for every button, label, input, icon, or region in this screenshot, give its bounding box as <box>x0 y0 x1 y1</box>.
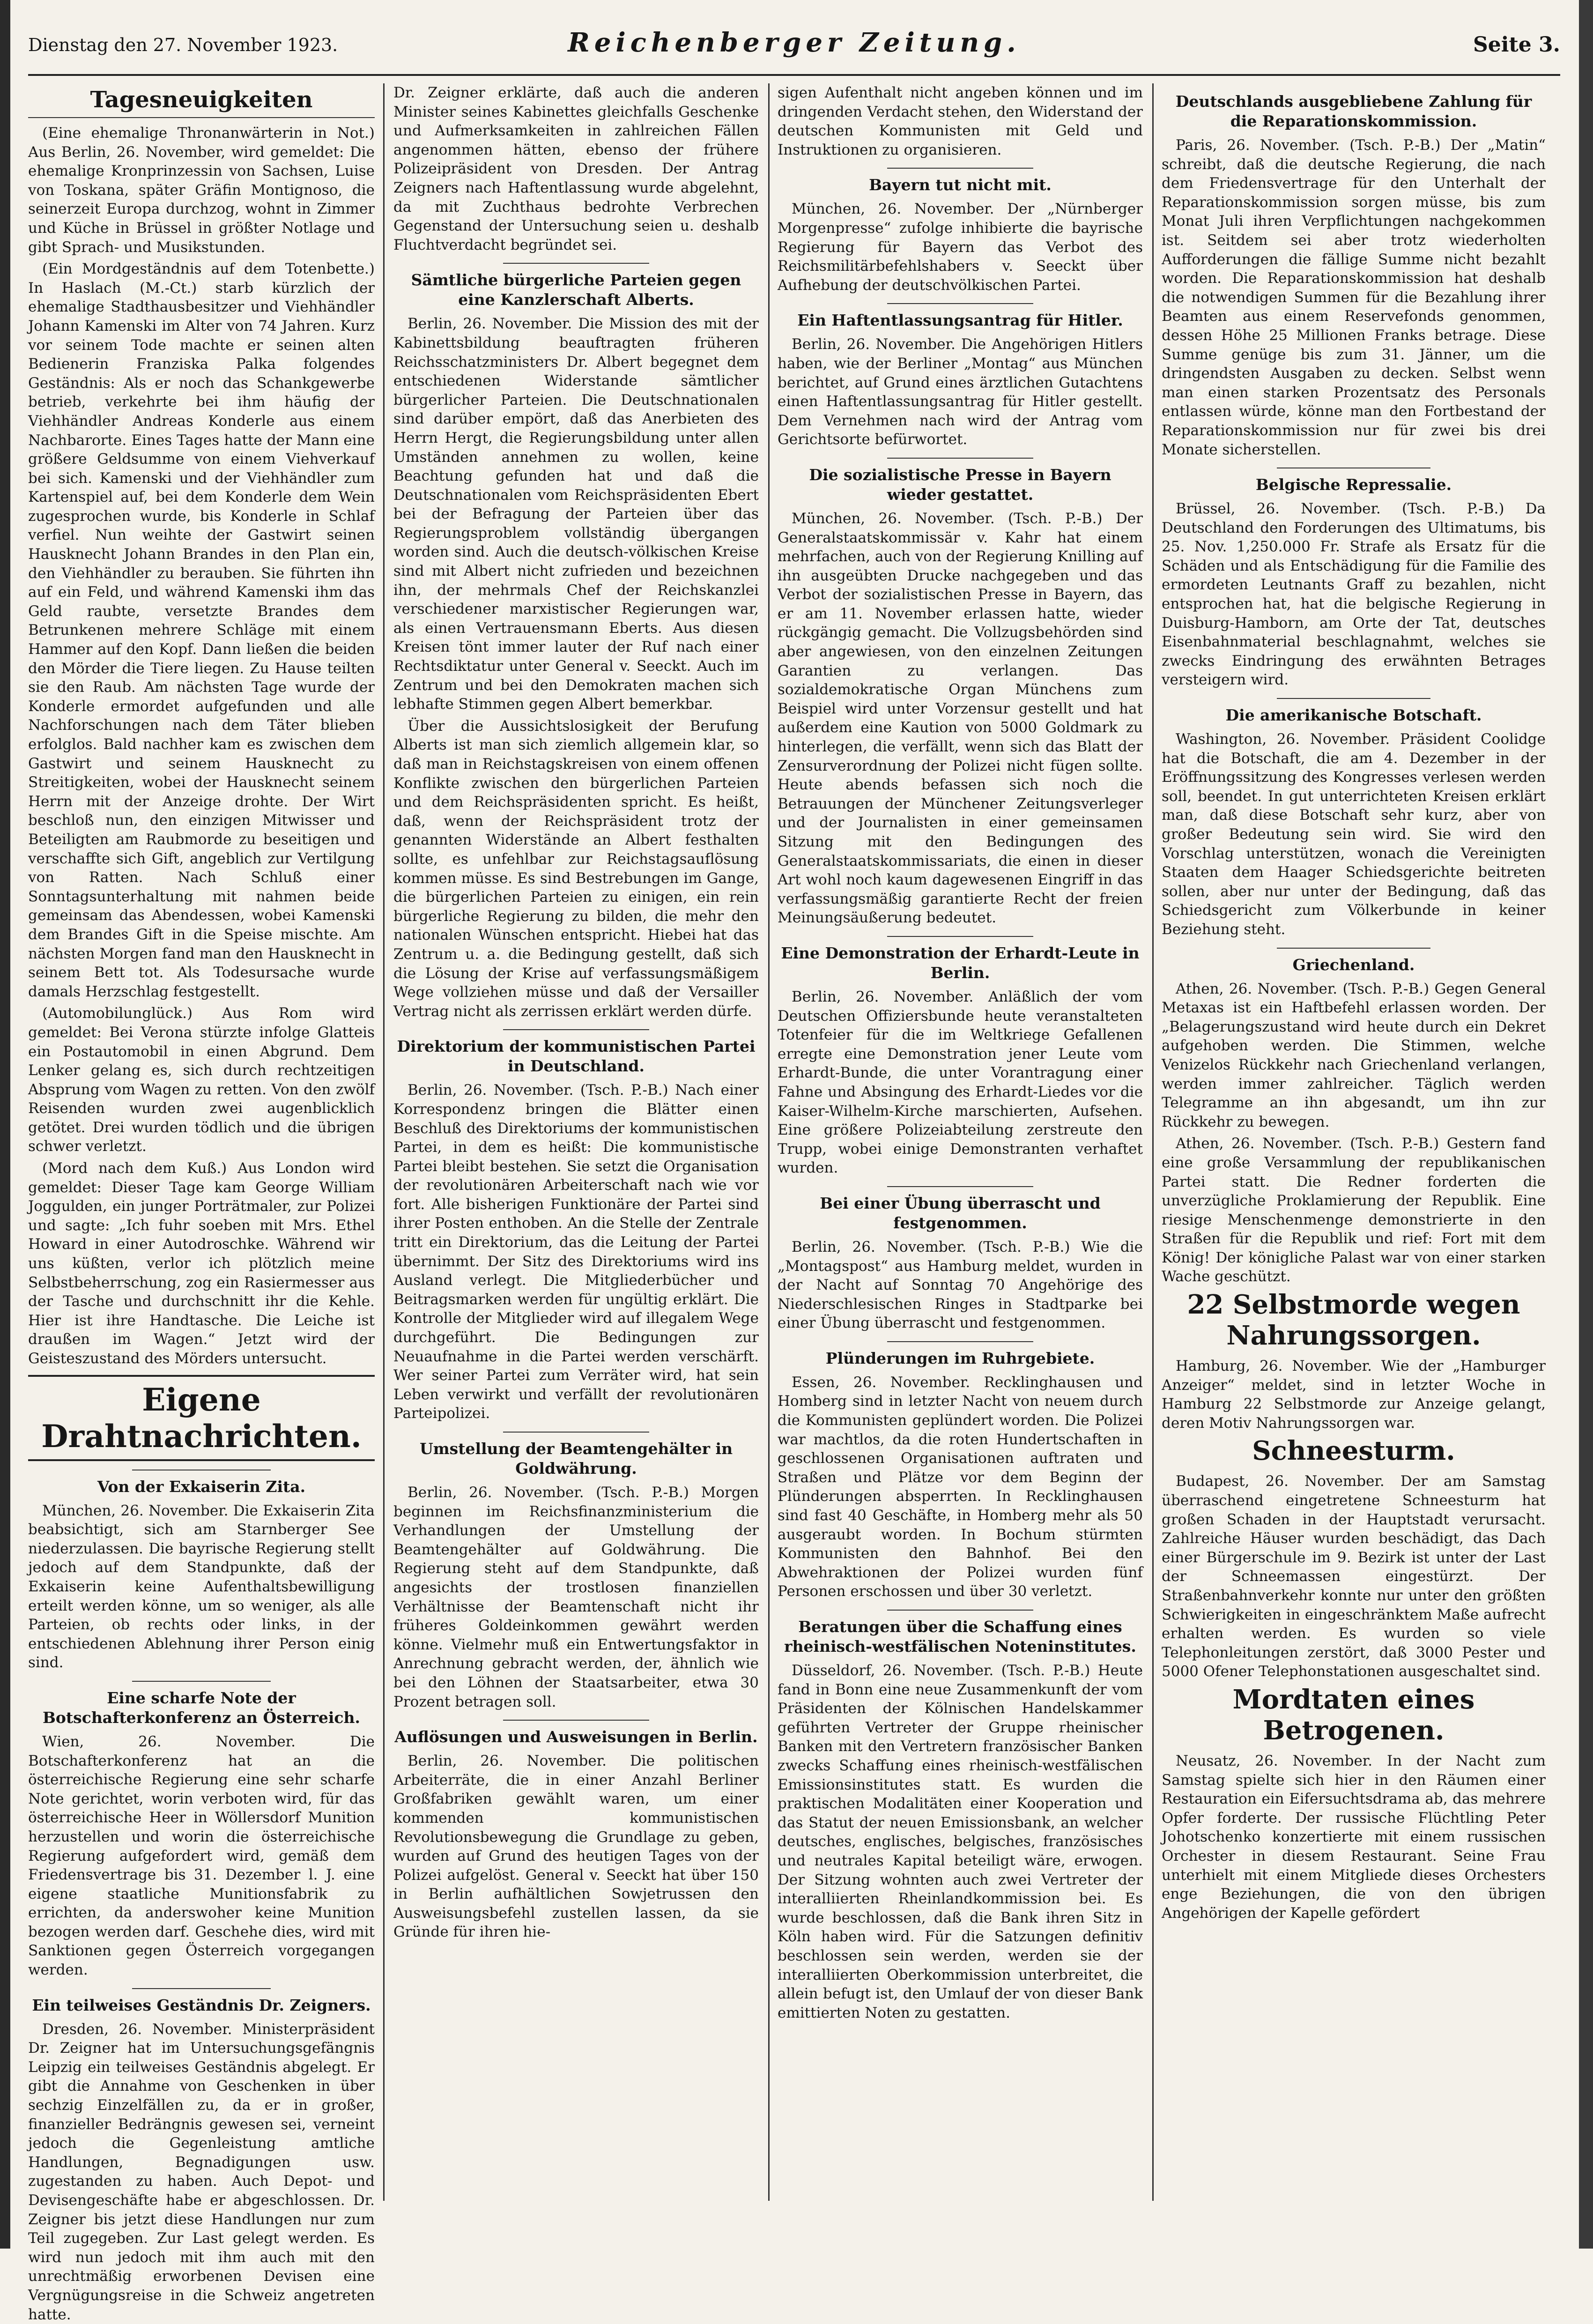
article-paragraph: Paris, 26. November. (Tsch. P.-B.) Der „Matin“ schreibt, daß die deutsche Regierung, die nach dem Friedensvertrage für den Unterhalt der Reparationskommission sorgen müsse, bis zum Monat Juli ihren Verpflichtungen nachgekommen ist. Seitdem sei aber trotz wiederholten Aufforderungen die fällige Summe nicht bezahlt worden. Die Reparationskommission hat deshalb die notwendigen Summen für die Bezahlung ihrer Beamten aus einem Reservefonds genommen, dessen Höhe 25 Millionen Franks betrage. Diese Summe genüge bis zum 31. Jänner, um die dringendsten Ausgaben zu decken. Selbst wenn man einen starken Prozentsatz des Personals entlassen würde, könne man den Fortbestand der Reparationskommission nur für zwei bis drei Monate sicherstellen. <box>1162 137 1546 458</box>
column-rule <box>383 83 385 2201</box>
page-header <box>28 22 1560 76</box>
article-paragraph: Dr. Zeigner erklärte, daß auch die anderen Minister seines Kabinettes gleichfalls Geschenke und Aufmerksamkeiten in zahlreichen Fällen angenommen hätten, ebenso der frühere Polizeipräsident von Dresden. Der Antrag Zeigners nach Haftentlassung wurde abgelehnt, da mit Zuchthaus bedrohte Verbrechen Gegenstand der Untersuchung seien u. deshalb Fluchtverdacht begründet sei. <box>393 84 759 253</box>
article-headline: Von der Exkaiserin Zita. <box>28 1470 375 1497</box>
header-date: Dienstag den 27. November 1923. <box>28 35 338 55</box>
article-paragraph: (Mord nach dem Kuß.) Aus London wird gemeldet: Dieser Tage kam George William Joggulden, ein junger Porträtmaler, zur Polizei und sagte: „Ich fuhr soeben mit Mrs. Ethel Howard in einer Autodroschke. Während wir uns küßten, verlor ich plötzlich meine Selbstbeherrschung, zog ein Rasiermesser aus der Tasche und durchschnitt ihr die Kehle. Hier ist ihre Handtasche. Die Leiche ist draußen im Wagen.“ Jetzt wird der Geisteszustand des Mörders untersucht. <box>28 1160 375 1367</box>
page-number: Seite 3. <box>1473 33 1560 57</box>
article-paragraph: Brüssel, 26. November. (Tsch. P.-B.) Da Deutschland den Forderungen des Ultimatums, bis 25. Nov. 1,250.000 Fr. Strafe als Ersatz für die Schäden und als Entschädigung für die Familie des ermordeten Leutnants Graff zu bezahlen, nicht entsprochen hat, hat die belgische Regierung in Duisburg-Hamborn, am Orte der Tat, deutsches Eisenbahnmaterial beschlagnahmt, welches sie zwecks Eindringung des erwähnten Betrages versteigern wird. <box>1162 500 1546 689</box>
article-paragraph: Neusatz, 26. November. In der Nacht zum Samstag spielte sich hier in den Räumen einer Restauration ein Eifersuchtsdrama ab, das mehrere Opfer forderte. Der russische Flüchtling Peter Johotschenko konzertierte mit einem russischen Orchester in diesem Restaurant. Seine Frau unterhielt mit einem Mitgliede dieses Orchesters enge Beziehungen, die von den übrigen Angehörigen der Kapelle gefördert <box>1162 1752 1546 1922</box>
article-paragraph: Athen, 26. November. (Tsch. P.-B.) Gestern fand eine große Versammlung der republikanischen Partei statt. Die Redner forderten die unverzügliche Proklamierung der Republik. Eine riesige Menschenmenge demonstrierte in den Straßen für die Republik und rief: Fort mit dem König! Der königliche Palast war von einer starken Wache geschützt. <box>1162 1135 1546 1285</box>
column-3 <box>778 83 1143 2201</box>
scan-edge-right <box>1579 0 1593 2249</box>
article-paragraph: Budapest, 26. November. Der am Samstag überraschend eingetretene Schneesturm hat großen Schaden in der Hauptstadt verursacht. Zahlreiche Häuser wurden beschädigt, das Dach einer Bürgerschule im 9. Bezirk ist unter der Last der Schneemassen eingestürzt. Der Straßenbahnverkehr konnte nur unter den größten Schwierigkeiten in eingeschränktem Maße aufrecht erhalten werden. Es wurden so viele Telephonleitungen zerstört, daß 3000 Pester und 5000 Ofener Telephonstationen ausgeschaltet sind. <box>1162 1473 1546 1680</box>
article-paragraph: (Automobilunglück.) Aus Rom wird gemeldet: Bei Verona stürzte infolge Glatteis ein Postautomobil in einen Abgrund. Dem Lenker gelang es, sich durch rechtzeitigen Absprung vom Wagen zu retten. Von den zwölf Reisenden wurden zwei augenblicklich getötet. Drei wurden tödlich und die übrigen schwer verletzt. <box>28 1005 375 1155</box>
article-headline: Die amerikanische Botschaft. <box>1162 698 1546 725</box>
article-paragraph: Dresden, 26. November. Ministerpräsident Dr. Zeigner hat im Untersuchungsgefängnis Leipzig ein teilweises Geständnis abgelegt. Er gibt die Annahme von Geschenken in über sechzig Einzelfällen zu, da er in großer, finanzieller Bedrängnis gewesen sei, verneint jedoch die Gegenleistung amtliche Handlungen, Begnadigungen usw. zugestanden zu haben. Auch Depot- und Devisengeschäfte habe er abgeschlossen. Dr. Zeigner bis jetzt diese Handlungen nur zum Teil zugegeben. Zur Last gelegt werden. Es wird nun jedoch mit ihm auch mit den unrechtmäßig erworbenen Devisen eine Vergnügungsreise in die Schweiz angetreten hatte. <box>28 2020 375 2323</box>
article-headline: Ein teilweises Geständnis Dr. Zeigners. <box>28 1988 375 2015</box>
article-headline: Bei einer Übung überrascht und festgenommen. <box>778 1186 1143 1233</box>
article-paragraph: (Ein Mordgeständnis auf dem Totenbette.) In Haslach (M.-Ct.) starb kürzlich der ehemalige Stadthausbesitzer und Viehhändler Johann Kamenski im Alter von 74 Jahren. Kurz vor seinem Tode machte er seinen alten Bedienerin Franziska Palka folgendes Geständnis: Als er noch das Schankgewerbe betrieb, verkehrte bei ihm häufig der Viehhändler Andreas Konderle aus einem Nachbarorte. Eines Tages hatte der Mann eine größere Geldsumme von einem Viehverkauf bei sich. Kamenski und der Viehhändler zum Kartenspiel auf, bei dem Konderle dem Wein zugesprochen wurde, bis Konderle in Schlaf verfiel. Nun weihte der Gastwirt seinen Hausknecht Johann Brandes in den Plan ein, den Viehhändler zu berauben. Sie führten ihn auf ein Feld, und während Kamenski ihm das Geld raubte, versetzte Brandes dem Betrunkenen mehrere Schläge mit einem Hammer auf den Kopf. Dann ließen die beiden den Mörder die Tiere liegen. Zu Hause teilten sie den Raub. Am nächsten Tage wurde der Konderle ermordet aufgefunden und alle Nachforschungen nach dem Täter blieben erfolglos. Bald nachher kam es zwischen dem Gastwirt und seinem Hausknecht zu Streitigkeiten, wobei der Hausknecht seinem Herrn mit der Anzeige drohte. Der Wirt beschloß nun, den einzigen Mitwisser und Beteiligten am Raubmorde zu beseitigen und verschaffte sich Gift, angeblich zur Vertilgung von Ratten. Nach Schluß einer Sonntagsunterhaltung mit nahmen beide gemeinsam das Abendessen, wobei Kamenski dem Brandes Gift in die Speise mischte. Am nächsten Morgen fand man den Hausknecht in seinem Bett tot. Als Todesursache wurde damals Herzschlag festgestellt. <box>28 260 375 1000</box>
article-paragraph: Wien, 26. November. Die Botschafterkonferenz hat an die österreichische Regierung eine sehr scharfe Note gerichtet, worin verboten wird, für das österreichische Heer in Wöllersdorf Munition herzustellen und worin die österreichische Regierung aufgefordert wird, gemäß dem Friedensvertrage bis 31. Dezember l. J. eine eigene staatliche Munitionsfabrik zu errichten, da anderswoher keine Munition bezogen werden darf. Geschehe dies, wird mit Sanktionen gegen Österreich vorgegangen werden. <box>28 1733 375 1979</box>
article-headline: Umstellung der Beamtengehälter in Goldwährung. <box>393 1432 759 1478</box>
article-paragraph: Berlin, 26. November. (Tsch. P.-B.) Morgen beginnen im Reichsfinanzministerium die Verhandlungen der Umstellung der Beamtengehälter auf Goldwährung. Die Regierung steht auf dem Standpunkte, daß angesichts der trostlosen finanziellen Verhältnisse der Beamtenschaft nicht ihr früheres Goldeinkommen gewährt werden könne. Vielmehr muß ein Entwertungsfaktor in Anrechnung gebracht werden, der, ähnlich wie bei den Löhnen der Staatsarbeiter, etwa 30 Prozent betragen soll. <box>393 1484 759 1710</box>
article-headline: Die sozialistische Presse in Bayern wieder gestattet. <box>778 458 1143 505</box>
section-heading: Tagesneuigkeiten <box>28 86 375 118</box>
article-headline: Eine scharfe Note der Botschafterkonferenz an Österreich. <box>28 1681 375 1728</box>
column-2 <box>393 83 759 2201</box>
scan-edge-left <box>0 0 10 2249</box>
article-headline: Auflösungen und Ausweisungen in Berlin. <box>393 1720 759 1747</box>
column-rule <box>1152 83 1154 2201</box>
article-headline: Sämtliche bürgerliche Parteien gegen eine Kanzlerschaft Alberts. <box>393 263 759 310</box>
article-paragraph: sigen Aufenthalt nicht angeben können und im dringenden Verdacht stehen, den Widerstand der deutschen Kommunisten mit Geld und Instruktionen zu organisieren. <box>778 84 1143 158</box>
article-paragraph: Berlin, 26. November. Anläßlich der vom Deutschen Offiziersbunde heute veranstalteten Totenfeier für die im Weltkriege Gefallenen erregte eine Demonstration jener Leute vom Erhardt-Bunde, die unter Vorantragung einer Fahne und Absingung des Erhardt-Liedes vor die Kaiser-Wilhelm-Kirche marschierten, Aufsehen. Eine größere Polizeiabteilung zerstreute den Trupp, wobei einige Demonstranten verhaftet wurden. <box>778 988 1143 1177</box>
article-paragraph: Berlin, 26. November. Die Mission des mit der Kabinettsbildung beauftragten früheren Reichsschatzministers Dr. Albert begegnet dem entschiedenen Widerstande sämtlicher bürgerlicher Parteien. Die Deutschnationalen sind darüber empört, daß das Anerbieten des Herrn Hergt, die Regierungsbildung unter allen Umständen annehmen zu wollen, keine Beachtung gefunden hat und daß die Deutschnationalen vom Reichspräsidenten Ebert bei der Befragung der Parteien über das Regierungsproblem vollständig übergangen worden sind. Auch die deutsch-völkischen Kreise sind mit Albert nicht zufrieden und bezeichnen ihn, der mehrmals Chef der Reichskanzlei verschiedener marxistischer Regierungen war, als einen Vertrauensmann Eberts. Aus diesen Kreisen tönt immer lauter der Ruf nach einer Rechtsdiktatur unter General v. Seeckt. Auch im Zentrum und bei den Demokraten machen sich lebhafte Stimmen gegen Albert bemerkbar. <box>393 315 759 713</box>
article-paragraph: (Eine ehemalige Thronanwärterin in Not.) Aus Berlin, 26. November, wird gemeldet: Die ehemalige Kronprinzessin von Sachsen, Luise von Toskana, später Gräfin Montignoso, die seinerzeit Europa durchzog, wohnt in Zimmer und Küche in Brüssel in größter Notlage und gibt Sprach- und Musikstunden. <box>28 125 375 256</box>
column-1 <box>28 83 375 2323</box>
article-headline-large: Mordtaten eines Betrogenen. <box>1232 1684 1475 1746</box>
article-headline: Deutschlands ausgebliebene Zahlung für die Reparationskommission. <box>1175 92 1532 130</box>
article-paragraph: München, 26. November. (Tsch. P.-B.) Der Generalstaatskommissär v. Kahr hat einem mehrfachen, auch von der Regierung Knilling auf ihn ausgeübten Drucke nachgegeben und das Verbot der sozialistischen Presse in Bayern, das er am 11. November erlassen hatte, wieder rückgängig gemacht. Die Vollzugsbehörden sind aber angewiesen, von den einzelnen Zeitungen Garantien zu verlangen. Das sozialdemokratische Organ Münchens zum Beispiel wird unter Vorzensur gestellt und hat außerdem eine Kaution von 5000 Goldmark zu hinterlegen, die verfällt, wenn sich das Blatt der Zensurverordnung der Polizei nicht fügen sollte. Heute abends befassen sich noch die Betrauungen der Münchener Zeitungsverleger und der Journalisten in einer gemeinsamen Sitzung mit den Bedingungen des Generalstaatskommissariats, die einen in dieser Art wohl noch kaum dagewesenen Eingriff in das verfassungsmäßig garantierte Recht der freien Meinungsäußerung bedeutet. <box>778 510 1143 927</box>
article-paragraph: Berlin, 26. November. (Tsch. P.-B.) Wie die „Montagspost“ aus Hamburg meldet, wurden in der Nacht auf Sonntag 70 Angehörige des Niederschlesischen Ringes in Stadtparke bei einer Übung überrascht und festgenommen. <box>778 1238 1143 1332</box>
column-4 <box>1162 83 1546 2201</box>
article-headline: Bayern tut nicht mit. <box>778 168 1143 195</box>
article-paragraph: Essen, 26. November. Recklinghausen und Homberg sind in letzter Nacht von neuem durch die Kommunisten geplündert worden. Die Polizei war machtlos, da die roten Hundertschaften in geschlossenen Organisationen auftraten und Straßen und Plätze vor dem Beginn der Plünderungen absperrten. In Recklinghausen sind fast 40 Geschäfte, in Homberg mehr als 50 ausgeraubt worden. In Bochum stürmten Kommunisten den Bahnhof. Bei den Abwehraktionen der Polizei wurden fünf Personen erschossen und über 30 verletzt. <box>778 1374 1143 1600</box>
article-paragraph: Hamburg, 26. November. Wie der „Hamburger Anzeiger“ meldet, sind in letzter Woche in Hamburg 22 Selbstmorde zur Anzeige gelangt, deren Motiv Nahrungssorgen war. <box>1162 1358 1546 1432</box>
article-headline: Beratungen über die Schaffung eines rheinisch-westfälischen Noteninstitutes. <box>778 1610 1143 1656</box>
newspaper-title: Reichenberger Zeitung. <box>568 27 1021 58</box>
article-headline: Direktorium der kommunistischen Partei in Deutschland. <box>393 1029 759 1076</box>
article-paragraph: Berlin, 26. November. Die Angehörigen Hitlers haben, wie der Berliner „Montag“ aus München berichtet, auf Grund eines ärztlichen Gutachtens einen Haftentlassungsantrag für Hitler gestellt. Dem Vernehmen nach wird der Antrag vom Gerichtsorte befürwortet. <box>778 336 1143 448</box>
article-paragraph: Berlin, 26. November. (Tsch. P.-B.) Nach einer Korrespondenz bringen die Blätter einen Beschluß des Direktoriums der kommunistischen Partei, in dem es heißt: Die kommunistische Partei bleibt bestehen. Sie setzt die Organisation der revolutionären Arbeiterschaft nach wie vor fort. Alle bisherigen Funktionäre der Partei sind ihrer Posten enthoben. An die Stelle der Zentrale tritt ein Direktorium, das die Leitung der Partei übernimmt. Der Sitz des Direktoriums wird ins Ausland verlegt. Die Mitgliederbücher und Beitragsmarken werden für ungültig erklärt. Die Kontrolle der Mitglieder wird auf illegalem Wege durchgeführt. Die Bedingungen zur Neuaufnahme in die Partei werden verschärft. Wer seiner Partei zum Verräter wird, hat sein Leben verwirkt und verfällt der revolutionären Parteipolizei. <box>393 1082 759 1422</box>
article-headline: Plünderungen im Ruhrgebiete. <box>778 1341 1143 1368</box>
article-paragraph: Düsseldorf, 26. November. (Tsch. P.-B.) Heute fand in Bonn eine neue Zusammenkunft der vom Präsidenten der Kölnischen Handelskammer geführten Vertreter der Gruppe rheinischer Banken mit den Vertretern französischer Banken zwecks Schaffung eines rheinisch-westfälischen Emissionsinstitutes statt. Es wurden die praktischen Modalitäten einer Kooperation und das Statut der neuen Emissionsbank, an welcher deutsches, englisches, belgisches, französisches und neutrales Kapital beteiligt wäre, erwogen. Der Sitzung wohnten auch zwei Vertreter der interalliierten Rheinlandkommission bei. Es wurde beschlossen, daß die Bank ihren Sitz in Köln haben wird. Für die Satzungen definitiv beschlossen sein werden, werden sie der interalliierten Oberkommission unterbreitet, die allein befugt ist, den Umlauf der von dieser Bank emittierten Noten zu gestatten. <box>778 1662 1143 2021</box>
article-paragraph: München, 26. November. Der „Nürnberger Morgenpresse“ zufolge inhibierte die bayrische Regierung für Bayern das Verbot des Reichsmilitärbefehlshabers v. Seeckt über Aufhebung der deutschvölkischen Partei. <box>778 200 1143 294</box>
article-paragraph: Über die Aussichtslosigkeit der Berufung Alberts ist man sich ziemlich allgemein klar, so daß man in Reichstagskreisen von einem offenen Konflikte zwischen den bürgerlichen Parteien und dem Reichspräsidenten spricht. Es heißt, daß, wenn der Reichspräsident trotz der genannten Widerstände an Albert festhalten sollte, es unfehlbar zur Reichstagsauflösung kommen müsse. Es sind Bestrebungen im Gange, die bürgerlichen Parteien zu einigen, ein rein bürgerliche Regierung zu bilden, die mehr den nationalen Wünschen entspricht. Hiebei hat das Zentrum u. a. die Bedingung gestellt, daß sich die Lösung der Krise auf verfassungsmäßigem Wege vollziehen müsse und daß der Versailler Vertrag nicht als zerrissen erklärt werden dürfe. <box>393 717 759 1020</box>
article-headline-large: Schneesturm. <box>1252 1435 1455 1467</box>
article-headline: Griechenland. <box>1162 948 1546 975</box>
article-headline: Eine Demonstration der Erhardt-Leute in Berlin. <box>778 936 1143 983</box>
article-headline-large: 22 Selbstmorde wegen Nahrungssorgen. <box>1187 1289 1520 1351</box>
article-headline: Ein Haftentlassungsantrag für Hitler. <box>778 303 1143 330</box>
article-paragraph: Washington, 26. November. Präsident Coolidge hat die Botschaft, die am 4. Dezember in der Eröffnungssitzung des Kongresses verlesen werden soll, beendet. In gut unterrichteten Kreisen erklärt man, daß diese Botschaft sehr kurz, aber von großer Bedeutung sein wird. Sie wird den Vorschlag unterstützen, wonach die Vereinigten Staaten dem Haager Schiedsgerichte beitreten sollen, aber nur unter der Bedingung, daß das Schiedsgericht zum Völkerbunde in keiner Beziehung steht. <box>1162 731 1546 938</box>
article-paragraph: München, 26. November. Die Exkaiserin Zita beabsichtigt, sich am Starnberger See niederzulassen. Die bayrische Regierung stellt jedoch auf dem Standpunkte, daß der Exkaiserin keine Aufenthaltsbewilligung erteilt werden könne, um so weniger, als alle Parteien, ob rechts oder links, in der entschiedenen Ablehnung ihrer Person einig sind. <box>28 1502 375 1671</box>
article-paragraph: Athen, 26. November. (Tsch. P.-B.) Gegen General Metaxas ist ein Haftbefehl erlassen worden. Der „Belagerungszustand wird heute durch ein Dekret aufgehoben werden. Die Stimmen, welche Venizelos Rückkehr nach Griechenland verlangen, werden immer zahlreicher. Täglich werden Telegramme an ihn abgesandt, um ihn zur Rückkehr zu bewegen. <box>1162 980 1546 1130</box>
article-headline: Belgische Repressalie. <box>1162 468 1546 495</box>
column-rule <box>768 83 770 2201</box>
section-heading: Eigene Drahtnachrichten. <box>28 1375 375 1461</box>
article-paragraph: Berlin, 26. November. Die politischen Arbeiterräte, die in einer Anzahl Berliner Großfabriken gewählt waren, um einer kommenden kommunistischen Revolutionsbewegung die Grundlage zu geben, wurden auf Grund des heutigen Tages von der Polizei aufgelöst. General v. Seeckt hat über 150 in Berlin aufhältlichen Sowjetrussen den Ausweisungsbefehl zustellen lassen, da sie Gründe für ihren hie- <box>393 1752 759 1941</box>
